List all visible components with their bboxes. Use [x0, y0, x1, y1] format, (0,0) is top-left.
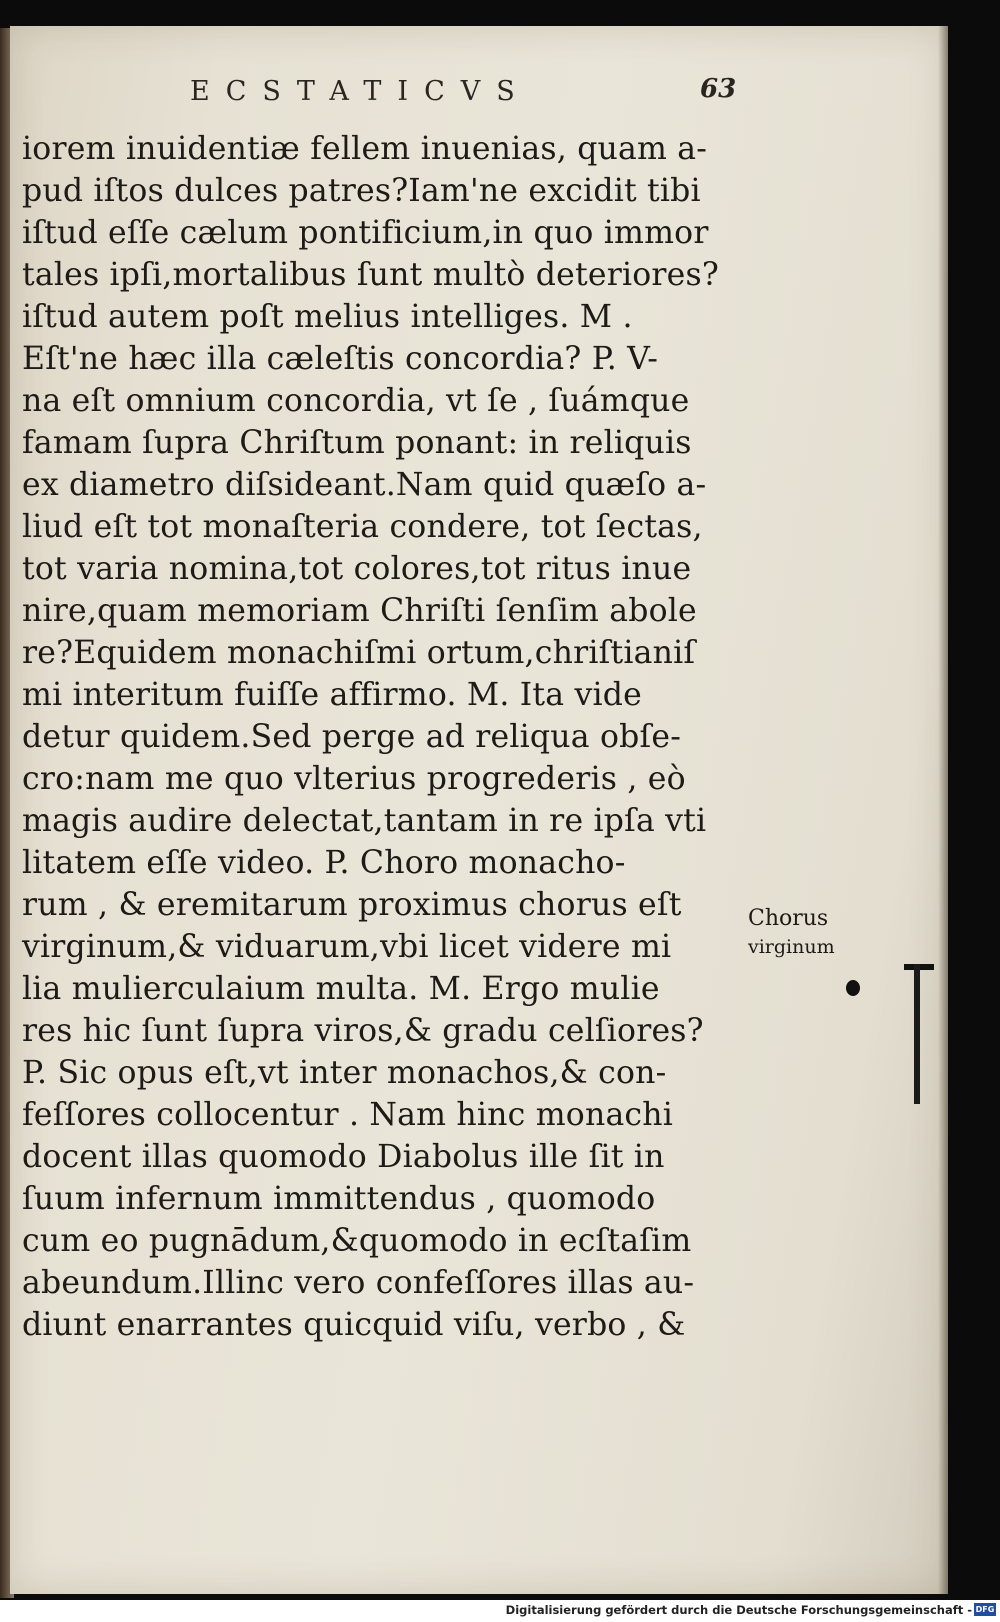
- text-line: cro:nam me quo vlterius progrederis , eò: [22, 761, 686, 797]
- text-line: magis audire delectat,tantam in re ipſa vti: [22, 803, 707, 839]
- text-line: litatem eſſe video. P. Choro monacho-: [22, 845, 626, 881]
- page-number: 63: [700, 74, 737, 104]
- text-line: rum , & eremitarum proximus chorus eſt: [22, 887, 682, 923]
- text-line: re?Equidem monachiſmi ortum,chriſtianiſ: [22, 635, 696, 671]
- text-line: feſſores collocentur . Nam hinc monachi: [22, 1097, 674, 1133]
- binding-hole: [846, 980, 860, 996]
- text-line: ſuum infernum immittendus , quomodo: [22, 1181, 656, 1217]
- text-line: diunt enarrantes quicquid viſu, verbo , &: [22, 1307, 686, 1343]
- marginal-note-line: virginum: [748, 936, 835, 958]
- text-line: ex diametro diſsideant.Nam quid quæſo a-: [22, 467, 707, 503]
- text-line: pud iſtos dulces patres?Iam'ne excidit tibi: [22, 173, 701, 209]
- text-line: lia mulierculaium multa. M. Ergo mulie: [22, 971, 660, 1007]
- marginal-note: [748, 905, 878, 961]
- text-line: iſtud eſſe cælum pontificium,in quo immor: [22, 215, 709, 251]
- binding-thread-vertical: [914, 964, 920, 1104]
- funding-notice: Digitalisierung gefördert durch die Deutsche Forschungsgemeinschaft -: [505, 1603, 972, 1617]
- text-line: tot varia nomina,tot colores,tot ritus inue: [22, 551, 692, 587]
- marginal-note-line: Chorus: [748, 906, 829, 931]
- text-line: iſtud autem poſt melius intelliges. M .: [22, 299, 633, 335]
- text-line: tales ipſi,mortalibus ſunt multò deteriores?: [22, 257, 719, 293]
- text-line: famam ſupra Chriſtum ponant: in reliquis: [22, 425, 692, 461]
- digitization-footer: [0, 1600, 1000, 1622]
- dfg-logo: DFG: [975, 1605, 995, 1614]
- text-line: detur quidem.Sed perge ad reliqua obſe-: [22, 719, 682, 755]
- page-edge-shadow: [938, 26, 948, 1594]
- text-line: virginum,& viduarum,vbi licet videre mi: [22, 929, 672, 965]
- text-line: abeundum.Illinc vero confeſſores illas au-: [22, 1265, 695, 1301]
- text-line: iorem inuidentiæ fellem inuenias, quam a-: [22, 131, 708, 167]
- text-line: liud eſt tot monaſteria condere, tot ſectas,: [22, 509, 703, 545]
- text-line: Eſt'ne hæc illa cæleſtis concordia? P. V-: [22, 341, 659, 377]
- text-line: na eſt omnium concordia, vt ſe , ſuámque: [22, 383, 690, 419]
- body-text: [22, 128, 738, 1346]
- text-line: cum eo pugnādum,&quomodo in ecſtaſim: [22, 1223, 692, 1259]
- text-line: nire,quam memoriam Chriſti ſenſim abole: [22, 593, 697, 629]
- text-line: res hic ſunt ſupra viros,& gradu celſiores?: [22, 1013, 704, 1049]
- text-line: P. Sic opus eſt,vt inter monachos,& con-: [22, 1055, 667, 1091]
- running-head: ECSTATICVS: [190, 76, 531, 107]
- text-line: docent illas quomodo Diabolus ille ſit in: [22, 1139, 665, 1175]
- text-line: mi interitum fuiſſe affirmo. M. Ita vide: [22, 677, 642, 713]
